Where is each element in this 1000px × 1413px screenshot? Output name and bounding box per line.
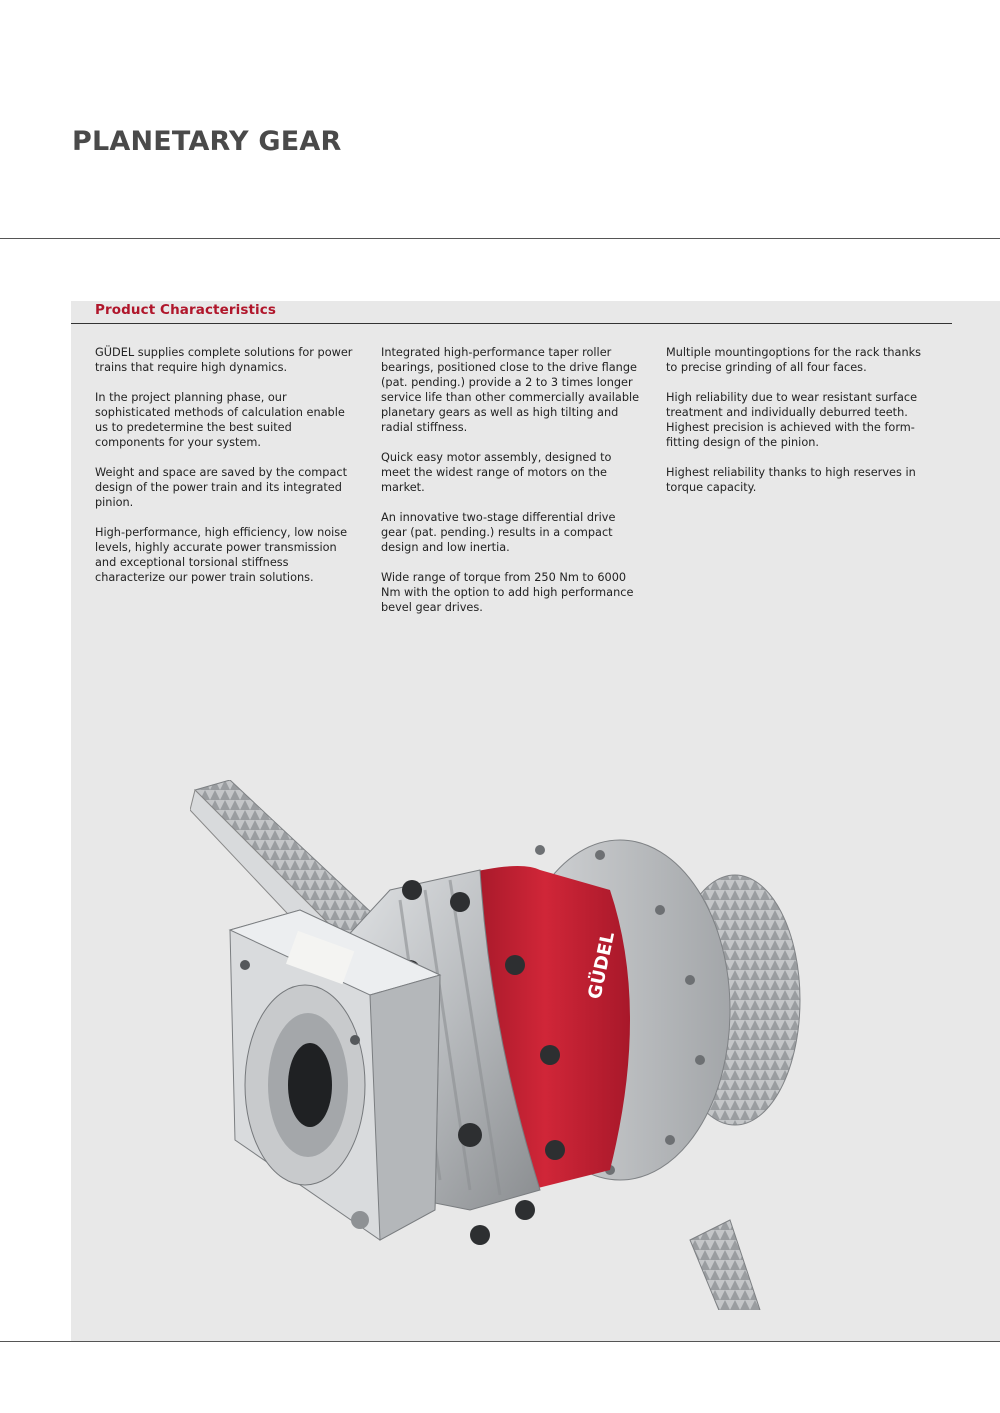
paragraph: Highest reliability thanks to high reserves in torque capacity. [666, 466, 916, 494]
text-column-2 [381, 345, 643, 630]
paragraph: Quick easy motor assembly, designed to meet the widest range of motors on the market. [381, 451, 612, 494]
paragraph: Integrated high-performance taper roller bearings, positioned close to the drive flange (pat. pending.) provide a 2 to 3 times longer service life than other commercially available planetary gears as well as high tilting and radial stiffness. [381, 346, 640, 434]
section-divider [71, 323, 952, 324]
paragraph: GÜDEL supplies complete solutions for power trains that require high dynamics. [95, 346, 353, 374]
page-title: PLANETARY GEAR [72, 126, 342, 157]
top-divider [0, 238, 1000, 239]
paragraph: High-performance, high efficiency, low noise levels, highly accurate power transmission and exceptional torsional stiffness characterize our power train solutions. [95, 526, 348, 584]
text-column-1 [95, 345, 357, 600]
section-heading: Product Characteristics [95, 302, 277, 318]
paragraph: An innovative two-stage differential drive gear (pat. pending.) results in a compact design and low inertia. [381, 511, 616, 554]
paragraph: Weight and space are saved by the compact design of the power train and its integrated pinion. [95, 466, 348, 509]
planetary-gear-image [190, 780, 820, 1310]
paragraph: In the project planning phase, our sophisticated methods of calculation enable us to predetermine the best suited components for your system. [95, 391, 345, 449]
bottom-divider [0, 1341, 1000, 1342]
paragraph: Multiple mountingoptions for the rack thanks to precise grinding of all four faces. [666, 346, 922, 374]
brand-logo: GÜDEL [584, 930, 620, 1002]
paragraph: High reliability due to wear resistant surface treatment and individually deburred teeth. Highest precision is achieved with the form-fitting design of the pinion. [666, 391, 918, 449]
text-column-3 [666, 345, 928, 510]
paragraph: Wide range of torque from 250 Nm to 6000 Nm with the option to add high performance bevel gear drives. [381, 571, 634, 614]
